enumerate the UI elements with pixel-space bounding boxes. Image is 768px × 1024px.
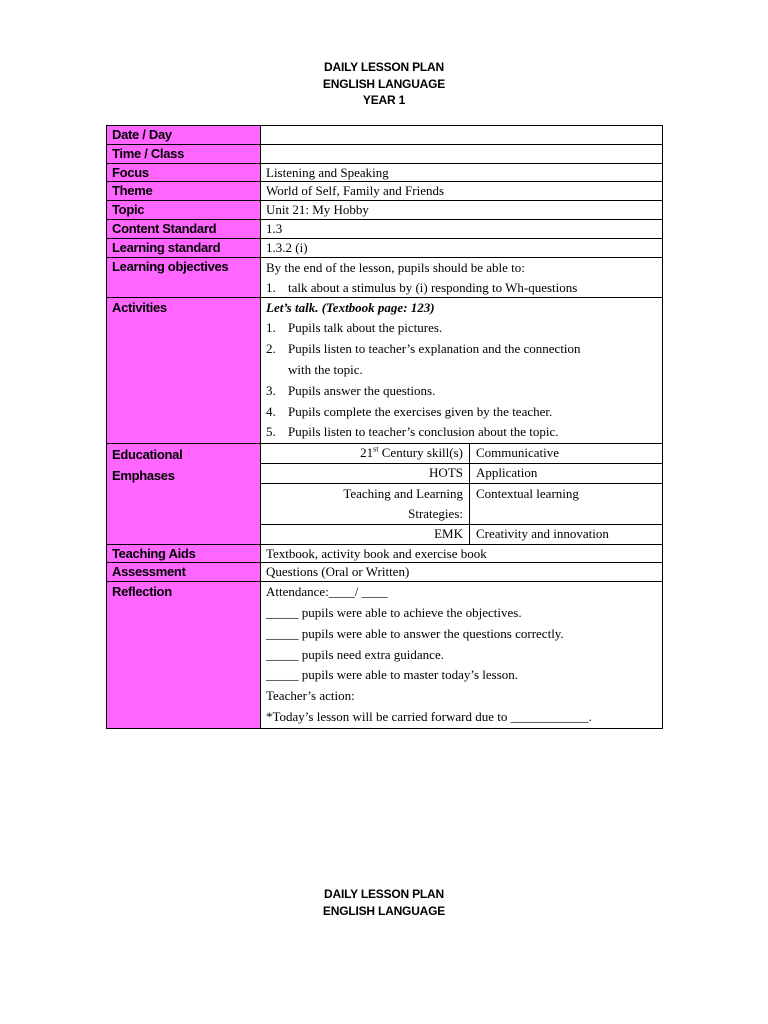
value-focus: Listening and Speaking [261,163,663,182]
value-topic: Unit 21: My Hobby [261,201,663,220]
reflection-line: _____ pupils need extra guidance. [266,646,444,662]
reflection-line: Teacher’s action: [266,688,355,704]
tls-key-line: Strategies: [408,505,463,521]
label-time-class: Time / Class [107,144,261,163]
century-suffix: st [373,444,379,454]
objectives-intro: By the end of the lesson, pupils should be able to: [266,259,525,275]
tls-value: Contextual learning [470,483,663,524]
label-reflection: Reflection [107,582,261,729]
item-number: 2. [266,341,276,357]
value-theme: World of Self, Family and Friends [261,182,663,201]
activity-item [266,422,657,443]
tls-key-line: Teaching and Learning [343,485,463,501]
label-line: Emphases [112,468,175,484]
reflection-line: _____ pupils were able to achieve the objectives. [266,604,522,620]
item-number: 4. [266,403,276,419]
activity-item [266,381,657,402]
emphasis-row [261,463,662,483]
value-learning-standard: 1.3.2 (i) [261,238,663,257]
label-teaching-aids: Teaching Aids [107,544,261,563]
item-text: Pupils listen to teacher’s explanation and the connection [288,341,581,357]
label-line: Educational [112,447,183,463]
century-label: Century skill(s) [378,445,463,461]
activity-item-continued: with the topic. [288,361,363,377]
heading-line: YEAR 1 [362,93,406,107]
value-time-class [261,144,663,163]
row-time-class [107,144,663,163]
emphases-table [261,444,662,543]
row-assessment [107,563,663,582]
document-heading-next-page [0,886,768,919]
reflection-line: _____ pupils were able to master today’s lesson. [266,667,519,683]
label-educational-emphases [107,444,261,544]
row-learning-objectives [107,257,663,297]
label-theme: Theme [107,182,261,201]
heading-line: DAILY LESSON PLAN [324,887,444,901]
row-theme [107,182,663,201]
label-learning-objectives: Learning objectives [107,257,261,297]
value-content-standard: 1.3 [261,219,663,238]
reflection-line: _____ pupils were able to answer the questions correctly. [266,625,564,641]
row-date-day [107,126,663,145]
row-reflection [107,582,663,729]
item-text: Pupils listen to teacher’s conclusion about the topic. [288,424,559,440]
label-activities: Activities [107,297,261,444]
label-content-standard: Content Standard [107,219,261,238]
label-learning-standard: Learning standard [107,238,261,257]
heading-line: ENGLISH LANGUAGE [322,76,446,91]
reflection-line: *Today’s lesson will be carried forward due to ____________. [266,708,592,724]
item-number: 3. [266,382,276,398]
century-number: 21 [360,445,374,461]
row-focus [107,163,663,182]
row-content-standard [107,219,663,238]
activity-title: Let’s talk. (Textbook page: 123) [266,299,435,315]
century-skills-value: Communicative [470,444,663,463]
value-assessment: Questions (Oral or Written) [261,563,663,582]
objective-item [266,278,657,297]
label-assessment: Assessment [107,563,261,582]
label-focus: Focus [107,163,261,182]
tls-key [261,483,470,524]
activity-item [266,339,657,360]
label-topic: Topic [107,201,261,220]
value-teaching-aids: Textbook, activity book and exercise book [261,544,663,563]
value-reflection [261,582,663,729]
educational-emphases-grid [261,444,663,544]
emphasis-row [261,483,662,524]
emk-key: EMK [261,524,470,543]
activity-item [266,402,657,423]
lesson-plan-table [106,125,663,729]
reflection-line: Attendance:____/ ____ [266,584,388,600]
item-text: talk about a stimulus by (i) responding to Wh-questions [288,279,578,295]
value-date-day [261,126,663,145]
heading-line: ENGLISH LANGUAGE [322,903,446,918]
row-teaching-aids [107,544,663,563]
item-text: Pupils answer the questions. [288,382,436,398]
row-learning-standard [107,238,663,257]
value-learning-objectives [261,257,663,297]
emk-value: Creativity and innovation [476,525,609,541]
row-educational-emphases [107,444,663,544]
document-heading [0,59,768,109]
emphasis-row [261,524,662,543]
heading-line: DAILY LESSON PLAN [324,60,444,74]
item-number: 1. [266,279,276,295]
activity-item [266,318,657,339]
emphasis-row [261,444,662,463]
century-skills-key [261,444,470,463]
row-topic [107,201,663,220]
hots-key: HOTS [261,463,470,483]
item-number: 5. [266,424,276,440]
item-number: 1. [266,320,276,336]
row-activities [107,297,663,444]
item-text: Pupils complete the exercises given by the teacher. [288,403,553,419]
hots-value: Application [470,463,663,483]
label-date-day: Date / Day [107,126,261,145]
item-text: Pupils talk about the pictures. [288,320,443,336]
value-activities [261,297,663,444]
